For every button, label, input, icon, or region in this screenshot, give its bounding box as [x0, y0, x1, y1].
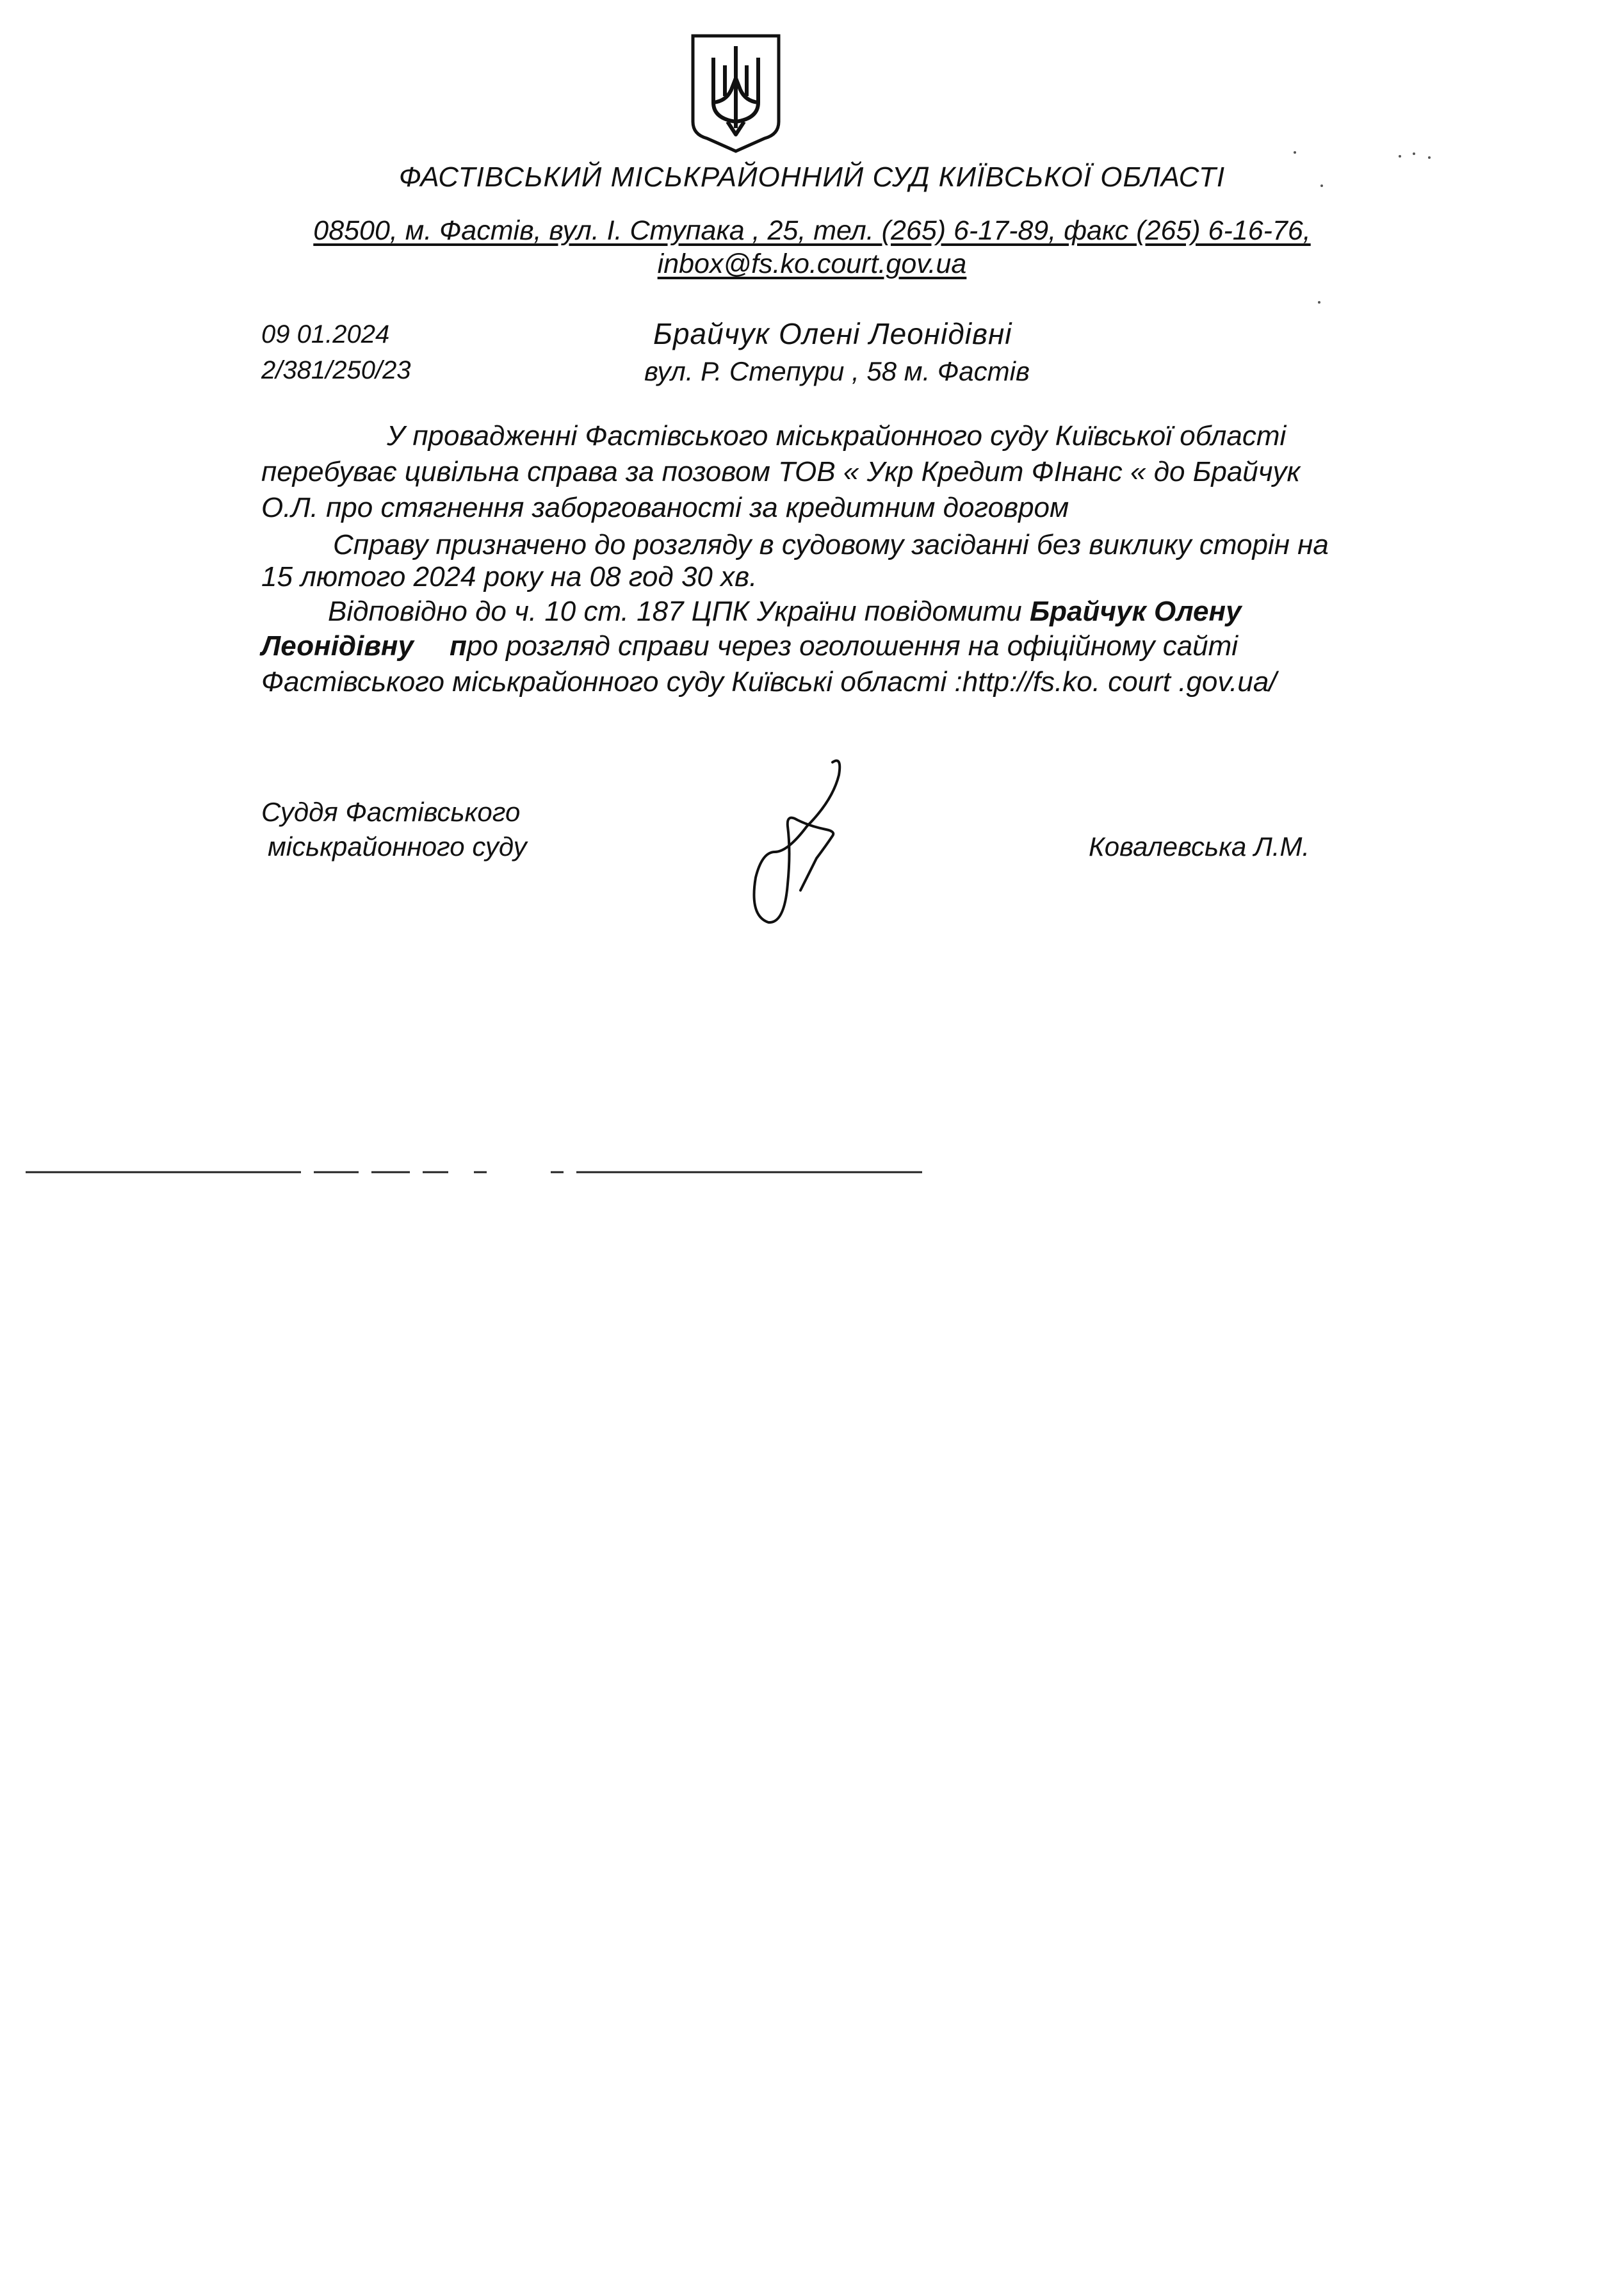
recipient-address: вул. Р. Степури , 58 м. Фастів: [644, 356, 1030, 386]
bold-letter: п: [449, 630, 467, 662]
body-paragraph-2-line-1: Справу призначено до розгляду в судовому засіданні без виклику сторін на: [333, 529, 1329, 560]
body-paragraph-2-line-2: 15 лютого 2024 року на 08 год 30 хв.: [261, 561, 758, 593]
defendant-name-bold: Брайчук Олену: [1030, 596, 1242, 627]
judge-name: Ковалевська Л.М.: [1089, 831, 1310, 862]
case-number: 2/381/250/23: [261, 356, 411, 384]
scan-artifact-line: [26, 1170, 922, 1175]
notice-text: Відповідно до ч. 10 ст. 187 ЦПК України повідомити: [328, 596, 1030, 627]
body-paragraph-1-line-3: О.Л. про стягнення заборгованості за кредитним договром: [261, 492, 1069, 523]
document-date: 09 01.2024: [261, 320, 390, 348]
body-paragraph-1-line-1: У провадженні Фастівського міськрайонного суду Київської області: [387, 420, 1287, 452]
defendant-patronymic-bold: Леонідівну: [261, 630, 414, 662]
court-email: inbox@fs.ko.court.gov.ua: [657, 249, 967, 279]
body-paragraph-3-line-1: [328, 596, 1242, 628]
body-paragraph-3-line-2: [261, 630, 1238, 662]
judge-title-line-1: Суддя Фастівського: [261, 797, 521, 827]
scan-specks: [0, 0, 1624, 384]
court-address: 08500, м. Фастів, вул. І. Ступака , 25, тел. (265) 6-17-89, факс (265) 6-16-76,: [313, 215, 1311, 246]
notice-text-continued: ро розгляд справи через оголошення на офіційному сайті: [466, 630, 1238, 662]
court-name: ФАСТІВСЬКИЙ МІСЬКРАЙОННИЙ СУД КИЇВСЬКОЇ ОБЛАСТІ: [398, 161, 1226, 193]
judge-title-line-2: міськрайонного суду: [268, 831, 527, 862]
recipient-name: Брайчук Олені Леонідівні: [653, 317, 1012, 350]
body-paragraph-3-line-3: Фастівського міськрайонного суду Київські області :http://fs.ko. court .gov.ua/: [261, 666, 1277, 698]
body-paragraph-1-line-2: перебуває цивільна справа за позовом ТОВ « Укр Кредит ФІнанс « до Брайчук: [261, 456, 1301, 487]
handwritten-signature: [736, 756, 852, 929]
